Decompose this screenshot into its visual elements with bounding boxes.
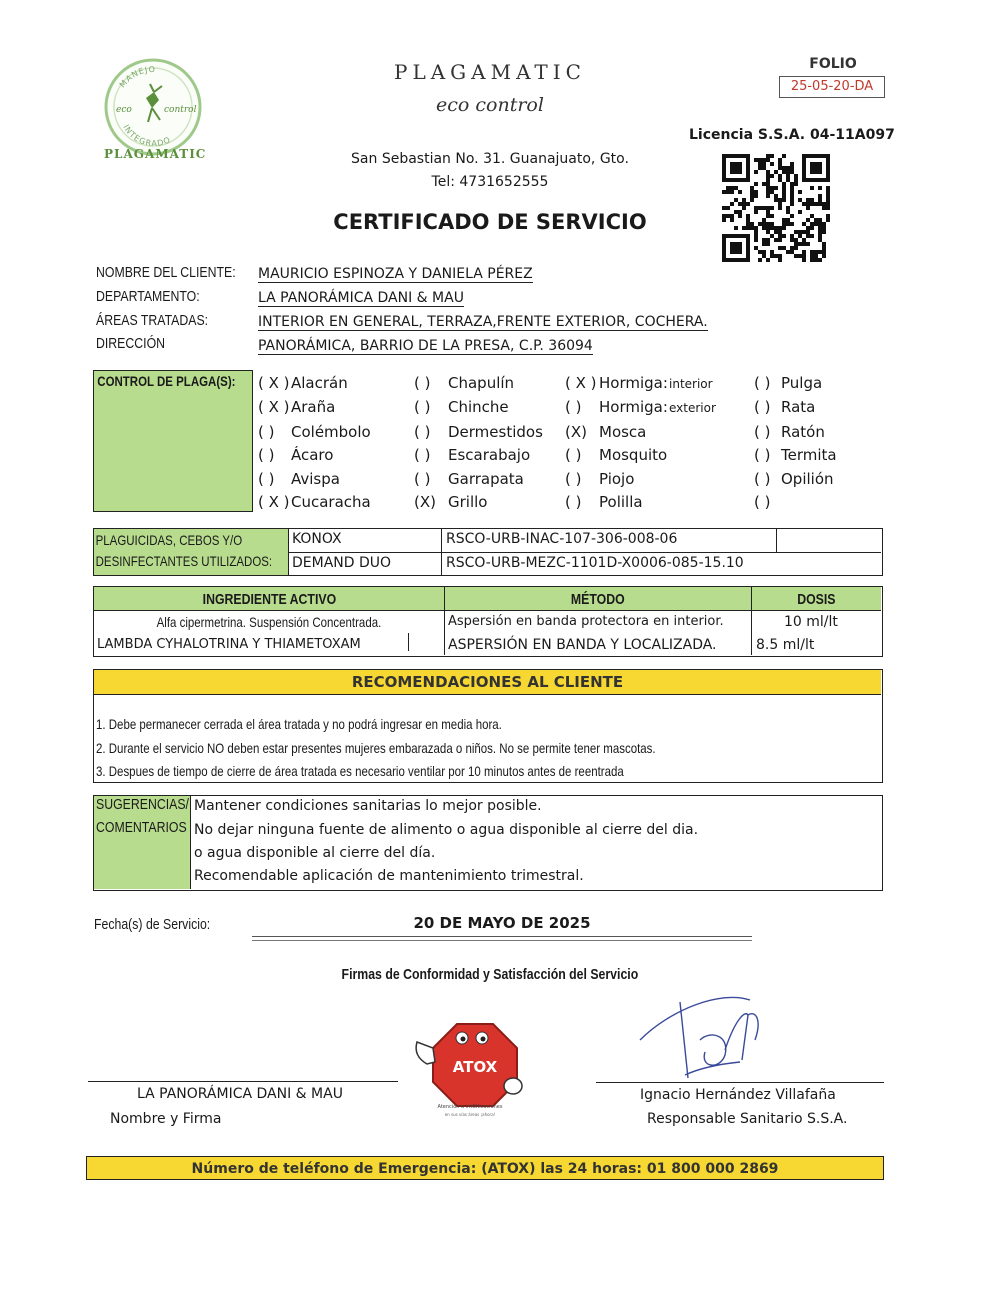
pesticide-registration: RSCO-URB-INAC-107-306-008-06: [446, 531, 678, 547]
suggestions-box: [93, 795, 883, 891]
pesticides-body: [288, 528, 883, 576]
suggestion-item: o agua disponible al cierre del día.: [194, 845, 436, 861]
pest-name: Termita: [781, 446, 837, 464]
row-divider: [289, 552, 881, 553]
pest-mark: ( ): [754, 423, 771, 441]
recommendation-item: 3. Despues de tiempo de cierre de área tratada es necesario ventilar por 10 minutos antes de reentrada: [96, 763, 624, 779]
ingredients-header-cell: [94, 587, 444, 610]
pest-mark: ( X ): [258, 493, 290, 511]
dose-header-cell: [752, 587, 881, 610]
suggestion-item: Recomendable aplicación de mantenimiento trimestral.: [194, 868, 584, 884]
atox-logo: [405, 1012, 535, 1130]
pest-mark: (X): [565, 423, 587, 441]
dose-value: 8.5 ml/lt: [756, 637, 815, 653]
pest-mark: ( ): [565, 446, 582, 464]
pest-mark: (X): [414, 493, 436, 511]
client-label-0: NOMBRE DEL CLIENTE:: [96, 264, 236, 281]
client-label-2: ÁREAS TRATADAS:: [96, 312, 209, 329]
svg-text:MANEJO: MANEJO: [117, 64, 157, 90]
pest-name: Ácaro: [291, 446, 334, 464]
recommendation-item: 2. Durante el servicio NO deben estar presentes mujeres embarazada o niños. No se permite tener mascotas.: [96, 740, 656, 756]
ingredients-table: [93, 586, 883, 657]
cell-mark: [408, 633, 409, 651]
atox-caption-2: en sus vías áreas ¡ahora!: [444, 1112, 496, 1117]
recommendation-item: 1. Debe permanecer cerrada el área tratada y no podrá ingresar en media hora.: [96, 716, 502, 732]
pest-mark: ( ): [414, 398, 431, 416]
pest-name: Mosca: [599, 423, 647, 441]
client-value-0: MAURICIO ESPINOZA Y DANIELA PÉREZ: [258, 266, 533, 282]
service-date-value: 20 DE MAYO DE 2025: [413, 914, 591, 932]
pest-name: Hormiga:: [599, 398, 668, 416]
pest-mark: ( ): [754, 493, 771, 511]
service-date-underline: [252, 940, 752, 941]
service-date-underline: [252, 936, 752, 937]
pest-control-label: CONTROL DE PLAGA(S):: [97, 373, 236, 389]
suggestions-label-line1: SUGERENCIAS/: [96, 796, 189, 813]
pest-name: Hormiga:: [599, 374, 668, 392]
suggestion-item: Mantener condiciones sanitarias lo mejor posible.: [194, 798, 542, 814]
pest-sub: interior: [669, 377, 713, 391]
qr-code: [722, 154, 830, 262]
emergency-bar: [86, 1156, 884, 1180]
company-tagline: eco control: [436, 94, 544, 116]
method-value: ASPERSIÓN EN BANDA Y LOCALIZADA.: [448, 637, 717, 653]
handwritten-signature: [630, 980, 790, 1090]
folio-label: FOLIO: [809, 56, 857, 72]
svg-text:INTEGRADO: INTEGRADO: [121, 123, 173, 149]
svg-text:ATOX: ATOX: [452, 1058, 498, 1076]
pest-mark: ( ): [754, 446, 771, 464]
pest-name: Ratón: [781, 423, 825, 441]
client-signature-name: LA PANORÁMICA DANI & MAU: [137, 1086, 343, 1102]
responsible-name: Ignacio Hernández Villafaña: [640, 1087, 836, 1103]
svg-text:eco: eco: [116, 105, 132, 115]
signature-icon: [630, 980, 790, 1090]
pest-mark: ( X ): [565, 374, 597, 392]
pest-mark: ( ): [754, 470, 771, 488]
pest-mark: ( ): [414, 470, 431, 488]
pest-mark: ( ): [565, 493, 582, 511]
pest-mark: ( ): [754, 398, 771, 416]
pest-name: Escarabajo: [448, 446, 531, 464]
folio-value: 25-05-20-DA: [779, 76, 885, 98]
document-title: CERTIFICADO DE SERVICIO: [333, 210, 647, 234]
pest-name: Polilla: [599, 493, 643, 511]
signatures-title: Firmas de Conformidad y Satisfacción del Servicio: [341, 966, 639, 983]
pest-mark: ( ): [565, 398, 582, 416]
pesticide-registration: RSCO-URB-MEZC-1101D-X0006-085-15.10: [446, 555, 744, 571]
pesticide-product: DEMAND DUO: [292, 555, 392, 571]
pest-sub: exterior: [669, 401, 716, 415]
client-label-1: DEPARTAMENTO:: [96, 288, 200, 305]
pest-name: Piojo: [599, 470, 635, 488]
method-header: MÉTODO: [571, 591, 625, 608]
method-value: Aspersión en banda protectora en interior.: [448, 614, 724, 629]
suggestions-label-line2: COMENTARIOS: [96, 819, 187, 836]
client-signature-line: [88, 1081, 398, 1082]
pest-mark: ( ): [258, 446, 275, 464]
pest-mark: ( ): [414, 446, 431, 464]
suggestions-label-cell: [94, 796, 191, 889]
ingredient-cell: [94, 612, 444, 631]
pest-name: Opilión: [781, 470, 834, 488]
pest-name: Dermestidos: [448, 423, 543, 441]
pest-name: Alacrán: [291, 374, 348, 392]
client-label-3: DIRECCIÓN: [96, 335, 166, 352]
pest-name: Chapulín: [448, 374, 515, 392]
atox-caption-1: Atención a intOXicaciones: [437, 1104, 503, 1110]
pest-control-label-cell: [93, 370, 253, 512]
atox-mascot-icon: [405, 1012, 535, 1112]
emergency-text: Número de teléfono de Emergencia: (ATOX) las 24 horas: 01 800 000 2869: [191, 1161, 779, 1177]
pest-name: Mosquito: [599, 446, 668, 464]
pest-mark: ( ): [414, 423, 431, 441]
dose-header: DOSIS: [797, 591, 836, 608]
pest-name: Rata: [781, 398, 816, 416]
pest-name: Araña: [291, 398, 336, 416]
ingredient-value: Alfa cipermetrina. Suspensión Concentrada.: [156, 614, 382, 630]
recommendations-title: RECOMENDACIONES AL CLIENTE: [94, 670, 881, 695]
pesticides-label-line1: PLAGUICIDAS, CEBOS Y/O: [95, 532, 243, 548]
pesticide-product: KONOX: [292, 531, 342, 547]
column-divider: [441, 529, 442, 575]
pest-mark: ( ): [414, 374, 431, 392]
svg-text:control: control: [164, 105, 197, 115]
company-phone: Tel: 4731652555: [431, 174, 549, 190]
pesticides-label-line2: DESINFECTANTES UTILIZADOS:: [95, 553, 273, 569]
client-signature-caption: Nombre y Firma: [110, 1111, 222, 1127]
pest-name: Avispa: [291, 470, 340, 488]
responsible-caption: Responsable Sanitario S.S.A.: [647, 1111, 848, 1127]
pest-name: Cucaracha: [291, 493, 371, 511]
pesticides-table: [93, 528, 883, 576]
pest-mark: ( ): [565, 470, 582, 488]
pest-name: Grillo: [448, 493, 488, 511]
pest-name: Garrapata: [448, 470, 524, 488]
ingredient-header: INGREDIENTE ACTIVO: [202, 591, 336, 608]
pest-mark: ( ): [258, 470, 275, 488]
client-value-3: PANORÁMICA, BARRIO DE LA PRESA, C.P. 36094: [258, 338, 593, 354]
company-address: San Sebastian No. 31. Guanajuato, Gto.: [351, 151, 629, 167]
pest-mark: ( ): [258, 423, 275, 441]
client-value-1: LA PANORÁMICA DANI & MAU: [258, 290, 464, 306]
pesticides-label-cell: [93, 528, 289, 576]
pest-name: Colémbolo: [291, 423, 371, 441]
pest-mark: ( ): [754, 374, 771, 392]
ingredient-value: LAMBDA CYHALOTRINA Y THIAMETOXAM: [97, 637, 361, 652]
qr-code-icon: [722, 154, 830, 262]
logo-caption: PLAGAMATIC: [104, 147, 207, 161]
pest-mark: ( X ): [258, 398, 290, 416]
recommendations-box: [93, 669, 883, 783]
service-date-label: Fecha(s) de Servicio:: [94, 916, 211, 933]
column-divider: [776, 529, 777, 552]
sanitary-license: Licencia S.S.A. 04-11A097: [689, 127, 895, 143]
client-value-2: INTERIOR EN GENERAL, TERRAZA,FRENTE EXTERIOR, COCHERA.: [258, 314, 708, 330]
suggestion-item: No dejar ninguna fuente de alimento o agua disponible al cierre del dia.: [194, 822, 699, 838]
dose-value: 10 ml/lt: [784, 614, 838, 630]
company-name: PLAGAMATIC: [394, 60, 586, 84]
pest-name: Chinche: [448, 398, 509, 416]
pest-mark: ( X ): [258, 374, 290, 392]
responsible-signature-line: [596, 1082, 884, 1083]
method-header-cell: [445, 587, 751, 610]
pest-name: Pulga: [781, 374, 823, 392]
